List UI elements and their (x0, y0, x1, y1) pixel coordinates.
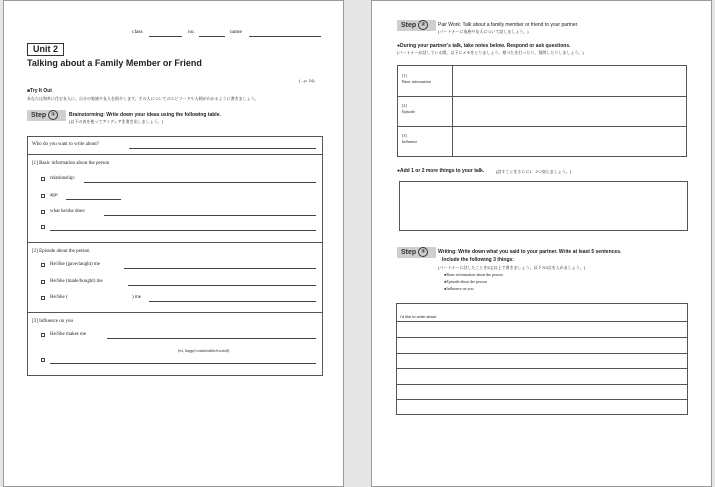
worksheet-page-left (3, 0, 344, 487)
writing-line (396, 337, 688, 338)
try-it-out-heading: ■Try It Out (27, 88, 52, 94)
writing-line (396, 384, 688, 385)
page-title: Talking about a Family Member or Friend (27, 58, 202, 68)
step3-bullet-basic: ●Basic information about the person (444, 272, 503, 277)
step2-badge (397, 20, 436, 31)
extra-influence-field[interactable] (50, 363, 316, 364)
writing-line (396, 399, 688, 400)
age-label: age: (50, 193, 59, 198)
step3-bullet-episode: ●Episode about the person (444, 279, 487, 284)
notes-basic-info-field[interactable] (454, 66, 685, 95)
custom-verb-label-start: He/She ( (50, 295, 68, 300)
notes-influence-field[interactable] (454, 127, 685, 156)
notes-row3-label: Influence (402, 139, 418, 144)
step2-label: Step (401, 22, 417, 29)
custom-verb-label-end: ) me (132, 295, 142, 300)
gave-taught-label: He/She (gave/taught) me (50, 262, 100, 267)
table-divider (27, 242, 323, 243)
custom-verb-field[interactable] (149, 301, 316, 302)
checkbox[interactable] (41, 194, 45, 198)
no-label: no. (188, 29, 195, 35)
makes-me-field[interactable] (107, 338, 316, 339)
example-text: (ex. happy/comfortable/excited) (178, 348, 230, 353)
checkbox[interactable] (41, 263, 45, 267)
notes-row2-num: [2] (402, 103, 407, 108)
age-field[interactable] (66, 199, 121, 200)
step3-badge (397, 247, 436, 258)
step1-number: ① (48, 110, 58, 120)
relationship-field[interactable] (84, 182, 316, 183)
checkbox[interactable] (41, 177, 45, 181)
step3-number: ③ (418, 247, 428, 257)
add-instruction: ●Add 1 or 2 more things to your talk. (397, 168, 485, 174)
notes-instruction-jp: (パートナーが話している間、以下にメモをとりましょう。相づちを打ったり、質問したりしましょう。) (397, 50, 584, 55)
step1-label: Step (31, 112, 47, 119)
extra-info-field[interactable] (50, 230, 316, 231)
made-bought-field[interactable] (128, 285, 316, 286)
add-instruction-jp: (話すことをさらに1 2つ加えましょう。) (496, 169, 572, 174)
step2-title: Pair Work: Talk about a family member or friend to your partner. (438, 22, 579, 28)
checkbox[interactable] (41, 296, 45, 300)
section2-heading: [2] Episode about the person (32, 249, 90, 254)
step2-number: ② (418, 20, 428, 30)
table-divider (27, 312, 323, 313)
table-divider (27, 154, 323, 155)
gave-taught-field[interactable] (124, 268, 316, 269)
step3-bullet-influence: ●Influence on you (444, 286, 474, 291)
checkbox[interactable] (41, 333, 45, 337)
checkbox[interactable] (41, 280, 45, 284)
page-reference: (→p. 24) (299, 78, 315, 83)
notes-row3-num: [3] (402, 133, 407, 138)
step3-subtitle: (パートナーに話したことを5文以上で書きましょう。以下の3点を入れましょう。) (438, 265, 586, 270)
name-label: name (230, 29, 242, 35)
relationship-label: relationship: (50, 176, 75, 181)
checkbox[interactable] (41, 225, 45, 229)
who-label: Who do you want to write about? (32, 142, 99, 147)
checkbox[interactable] (41, 210, 45, 214)
notes-row1-label: Basic information (402, 79, 431, 84)
no-field[interactable] (199, 36, 225, 37)
occupation-field[interactable] (104, 215, 316, 216)
made-bought-label: He/She (made/bought) me (50, 279, 103, 284)
writing-line (396, 321, 688, 322)
brainstorm-table (27, 136, 323, 376)
notes-instruction: ●During your partner's talk, take notes below. Respond or ask questions. (397, 43, 571, 49)
notes-row1-num: [1] (402, 73, 407, 78)
writing-line (396, 368, 688, 369)
name-field[interactable] (249, 36, 321, 37)
step3-title: Writing: Write down what you said to your partner. Write at least 5 sentences. (438, 249, 622, 255)
notes-row2-label: Episode (402, 109, 415, 114)
step3-label: Step (401, 249, 417, 256)
notes-table-divider (452, 65, 453, 157)
add-things-box[interactable] (399, 181, 688, 231)
step2-subtitle: (パートナーに家族や友人について話しましょう。) (438, 29, 529, 34)
occupation-label: what he/she does: (50, 209, 86, 214)
who-field[interactable] (129, 148, 316, 149)
step1-subtitle: (以下の表を使ってアイディアを書き出しましょう。) (69, 119, 163, 124)
class-field[interactable] (149, 36, 182, 37)
checkbox[interactable] (41, 358, 45, 362)
makes-me-label: He/She makes me (50, 332, 87, 337)
step3-include: Include the following 3 things: (442, 257, 514, 263)
try-it-out-instruction: あなたは海外に住む友人に、自分の家族や友人を紹介します。その人についてのエピソードや人柄がわかるように書きましょう。 (27, 96, 259, 101)
step1-title: Brainstorming: Write down your ideas using the following table. (69, 112, 221, 118)
writing-line (396, 353, 688, 354)
step1-badge (27, 110, 66, 121)
worksheet-page-right (371, 0, 712, 487)
notes-episode-field[interactable] (454, 97, 685, 125)
section1-heading: [1] Basic information about the person (32, 161, 110, 166)
unit-badge: Unit 2 (27, 43, 64, 56)
section3-heading: [3] Influence on you (32, 319, 73, 324)
class-label: class (132, 29, 143, 35)
writing-start-text: I'd like to write about (400, 314, 437, 319)
